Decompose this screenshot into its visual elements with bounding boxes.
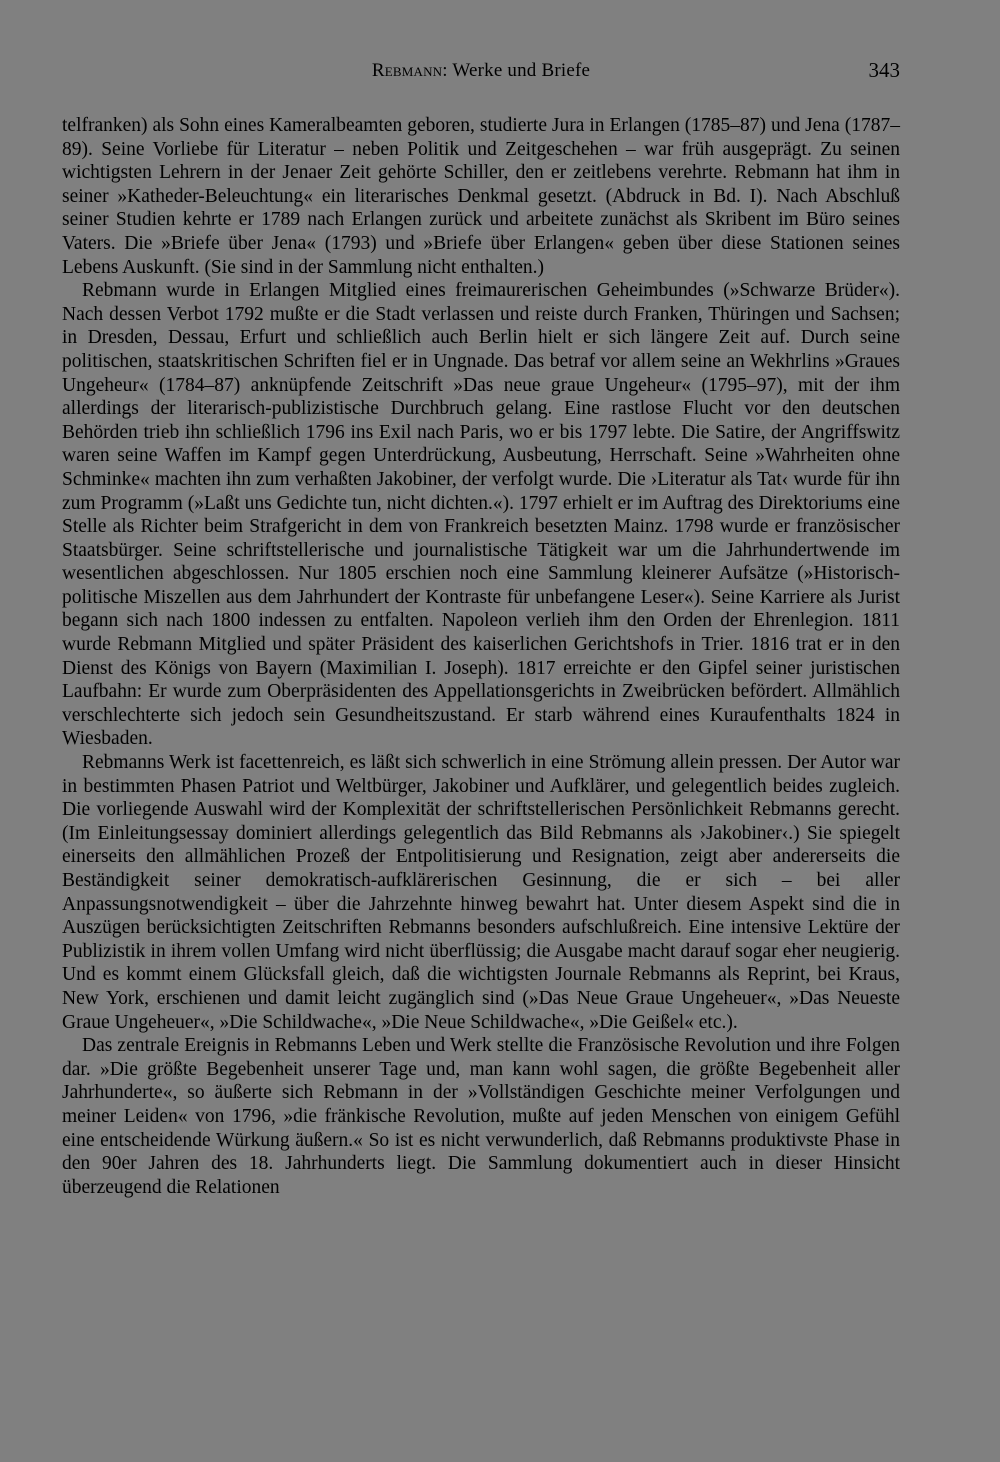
running-title-author: Rebmann [371,60,443,81]
running-title [62,60,900,82]
body-text [62,114,900,1199]
running-head [62,58,900,86]
page-number: 343 [868,58,900,82]
running-title-rest: : Werke und Briefe [442,60,591,81]
paragraph: Rebmann wurde in Erlangen Mitglied eines freimaurerischen Geheimbundes (»Schwarze Brüder«). Nach dessen Verbot 1792 mußte er die Stadt verlassen und reiste durch Franken, Thüringen und Sachsen; in Dresden, Dessau, Erfurt und schließlich auch Berlin hielt er sich längere Zeit auf. Durch seine politischen, staatskritischen Schriften fiel er in Ungnade. Das betraf vor allem seine an Wekhrlins »Graues Ungeheur« (1784–87) anknüpfende Zeitschrift »Das neue graue Ungeheur« (1795–97), mit der ihm allerdings der literarisch-publizistische Durchbruch gelang. Eine rastlose Flucht vor den deutschen Behörden trieb ihn schließlich 1796 ins Exil nach Paris, wo er bis 1797 lebte. Die Satire, der Angriffswitz waren seine Waffen im Kampf gegen Unterdrückung, Ausbeutung, Herrschaft. Seine »Wahrheiten ohne Schminke« machten ihn zum verhaßten Jakobiner, der verfolgt wurde. Die ›Literatur als Tat‹ wurde für ihn zum Programm (»Laßt uns Gedichte tun, nicht dichten.«). 1797 erhielt er im Auftrag des Direktoriums eine Stelle als Richter beim Strafgericht in dem von Frankreich besetzten Mainz. 1798 wurde er französischer Staatsbürger. Seine schriftstellerische und journalistische Tätigkeit war um die Jahrhundertwende im wesentlichen abgeschlossen. Nur 1805 erschien noch eine Sammlung kleinerer Aufsätze (»Historisch-politische Miszellen aus dem Jahrhundert der Kontraste für unbefangene Leser«). Seine Karriere als Jurist begann sich nach 1800 indessen zu entfalten. Napoleon verlieh ihm den Orden der Ehrenlegion. 1811 wurde Rebmann Mitglied und später Präsident des kaiserlichen Gerichtshofs in Trier. 1816 trat er in den Dienst des Königs von Bayern (Maximilian I. Joseph). 1817 erreichte er den Gipfel seiner juristischen Laufbahn: Er wurde zum Oberpräsidenten des Appellationsgerichts in Zweibrücken befördert. Allmählich verschlechterte sich jedoch sein Gesundheitszustand. Er starb während eines Kuraufenthalts 1824 in Wiesbaden. [62,280,900,750]
paragraph: Rebmanns Werk ist facettenreich, es läßt sich schwerlich in eine Strömung allein pressen. Der Autor war in bestimmten Phasen Patriot und Weltbürger, Jakobiner und Aufklärer, und gelegentlich beides zugleich. Die vorliegende Auswahl wird der Komplexität der schriftstellerischen Persönlichkeit Rebmanns gerecht. (Im Einleitungsessay dominiert allerdings gelegentlich das Bild Rebmanns als ›Jakobiner‹.) Sie spiegelt einerseits den allmählichen Prozeß der Entpolitisierung und Resignation, zeigt aber andererseits die Beständigkeit seiner demokratisch-aufklärerischen Gesinnung, die er sich – bei aller Anpassungsnotwendigkeit – über die Jahrzehnte hinweg bewahrt hat. Unter diesem Aspekt sind die in Auszügen berücksichtigten Zeitschriften Rebmanns besonders aufschlußreich. Eine intensive Lektüre der Publizistik in ihrem vollen Umfang wird nicht überflüssig; die Ausgabe macht darauf sogar eher neugierig. Und es kommt einem Glücksfall gleich, daß die wichtigsten Journale Rebmanns als Reprint, bei Kraus, New York, erschienen und damit leicht zugänglich sind (»Das Neue Graue Ungeheuer«, »Das Neueste Graue Ungeheuer«, »Die Schildwache«, »Die Neue Schildwache«, »Die Geißel« etc.). [62,752,900,1033]
paragraph: telfranken) als Sohn eines Kameralbeamten geboren, studierte Jura in Erlangen (1785–87) und Jena (1787–89). Seine Vorliebe für Literatur – neben Politik und Zeitgeschehen – war früh ausgeprägt. Zu seinen wichtigsten Lehrern in der Jenaer Zeit gehörte Schiller, den er zeitlebens verehrte. Rebmann hat ihm in seiner »Katheder-Beleuchtung« ein literarisches Denkmal gesetzt. (Abdruck in Bd. I). Nach Abschluß seiner Studien kehrte er 1789 nach Erlangen zurück und arbeitete zunächst als Skribent im Büro seines Vaters. Die »Briefe über Jena« (1793) und »Briefe über Erlangen« geben über diese Stationen seines Lebens Auskunft. (Sie sind in der Sammlung nicht enthalten.) [62,115,900,278]
paragraph: Das zentrale Ereignis in Rebmanns Leben und Werk stellte die Französische Revolution und ihre Folgen dar. »Die größte Begebenheit unserer Tage und, man kann wohl sagen, die größte Begebenheit aller Jahrhunderte«, so äußerte sich Rebmann in der »Vollständigen Geschichte meiner Verfolgungen und meiner Leiden« von 1796, »die fränkische Revolution, mußte auf jeden Menschen von einigem Gefühl eine entscheidende Würkung äußern.« So ist es nicht verwunderlich, daß Rebmanns produktivste Phase in den 90er Jahren des 18. Jahrhunderts liegt. Die Sammlung dokumentiert auch in dieser Hinsicht überzeugend die Relationen [62,1035,900,1198]
